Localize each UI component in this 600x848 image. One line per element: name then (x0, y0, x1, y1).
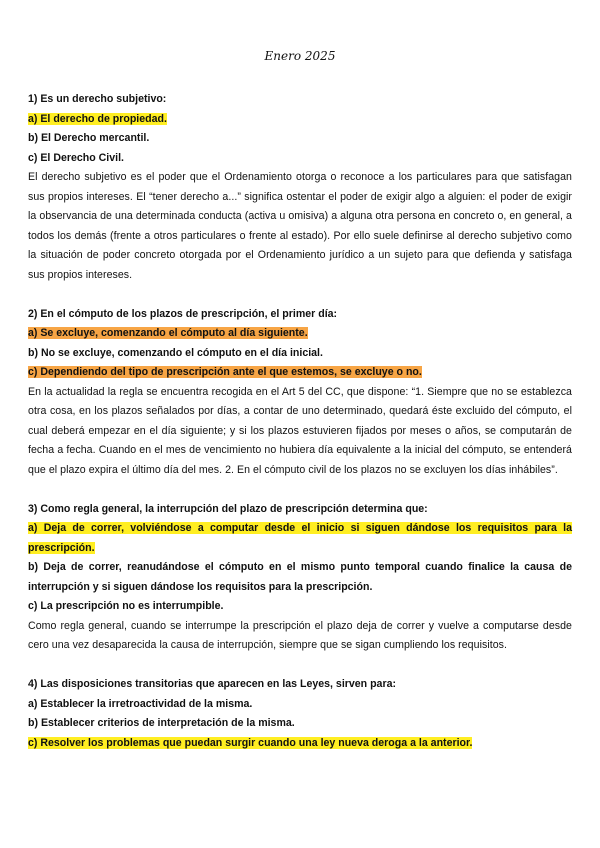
explanation-text: El derecho subjetivo es el poder que el Ordenamiento otorga o reconoce a los particulares para que satisfagan sus propios intereses. El “tener derecho a...” significa ostentar el poder de exigir algo a alguien: el poder de exigir la observancia de una determinada conducta (activa u omisiva) a alguna otra persona en concreto o, en general, a todos los demás (frente a otros particulares o frente al estado). Por ello suele definirse al derecho subjetivo como la situación de poder concreto otorgada por el Ordenamiento jurídico a un sujeto para que defienda y satisfaga sus propios intereses. (28, 171, 572, 281)
answer-option: c) La prescripción no es interrumpible. (28, 600, 224, 612)
page-title: Enero 2025 (264, 49, 336, 63)
explanation-text: Como regla general, cuando se interrumpe la prescripción el plazo deja de correr y vuelve a computarse desde cero una vez desaparecida la causa de interrupción, siempre que se sigan cumpliendo los requisitos. (28, 619, 572, 651)
answer-option: c) Resolver los problemas que puedan surgir cuando una ley nueva deroga a la anterior. (28, 736, 473, 749)
question-text: 3) Como regla general, la interrupción del plazo de prescripción determina que: (28, 502, 428, 515)
answer-option: c) El Derecho Civil. (28, 151, 124, 164)
answer-option: a) Establecer la irretroactividad de la misma. (28, 697, 253, 710)
question-block (28, 90, 572, 285)
answer-option: a) Deja de correr, volviéndose a computar desde el inicio si siguen dándose los requisitos para la prescripción. (28, 522, 572, 554)
answer-option: b) El Derecho mercantil. (28, 132, 150, 144)
question-text: 4) Las disposiciones transitorias que aparecen en las Leyes, sirven para: (28, 678, 396, 690)
spacer (28, 656, 572, 676)
question-text: 1) Es un derecho subjetivo: (28, 93, 167, 105)
spacer (28, 480, 572, 500)
answer-option: b) Deja de correr, reanudándose el cómputo en el mismo punto temporal cuando finalice la causa de interrupción y si siguen dándose los requisitos para la prescripción. (28, 561, 572, 593)
explanation-text: En la actualidad la regla se encuentra recogida en el Art 5 del CC, que dispone: “1. Siempre que no se establezca otra cosa, en los plazos señalados por días, a contar de uno determinado, quedará éste excluido del cómputo, el cual deberá empezar en el día siguiente; y si los plazos estuvieren fijados por meses o años, se computarán de fecha a fecha. Cuando en el mes de vencimiento no hubiera día equivalente a la inicial del cómputo, se entenderá que el plazo expira el último día del mes. 2. En el cómputo civil de los plazos no se excluyen los días inhábiles”. (28, 385, 572, 476)
answer-option: c) Dependiendo del tipo de prescripción ante el que estemos, se excluye o no. (28, 366, 422, 378)
answer-option: a) El derecho de propiedad. (28, 112, 167, 125)
question-block (28, 305, 572, 481)
answer-option: b) No se excluye, comenzando el cómputo en el día inicial. (28, 346, 323, 359)
spacer (28, 285, 572, 305)
answer-option: b) Establecer criterios de interpretación de la misma. (28, 717, 295, 729)
question-block (28, 500, 572, 656)
question-list (28, 90, 572, 753)
question-block (28, 675, 572, 753)
question-text: 2) En el cómputo de los plazos de prescripción, el primer día: (28, 307, 338, 320)
answer-option: a) Se excluye, comenzando el cómputo al día siguiente. (28, 327, 308, 339)
